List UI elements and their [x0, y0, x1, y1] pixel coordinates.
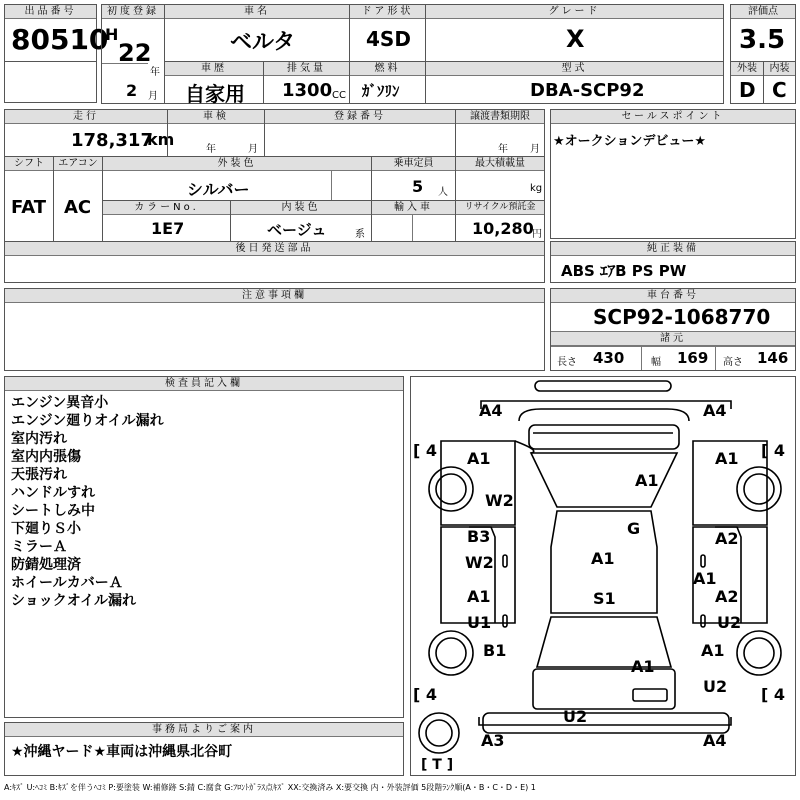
damage-mark: A4	[479, 401, 503, 420]
width-value: 169	[677, 349, 709, 367]
max-load-cell	[455, 156, 545, 201]
office-label: 事務局よりご案内	[5, 723, 403, 737]
inspector-line: 室内汚れ	[11, 431, 67, 447]
inspector-line: 防錆処理済	[11, 557, 81, 573]
model-cell	[425, 61, 724, 104]
damage-mark: A4	[703, 731, 727, 750]
damage-mark: W2	[465, 553, 494, 572]
aircon-value: AC	[64, 197, 92, 218]
inspector-line: ミラーＡ	[11, 539, 67, 555]
sales-point-value: ★オークションデビュー★	[553, 134, 707, 149]
max-load-unit: kg	[530, 183, 543, 194]
chassis-value: SCP92-1068770	[593, 305, 771, 329]
later-parts-label: 後日発送部品	[5, 242, 544, 256]
import-cell	[371, 200, 456, 242]
import-label: 輸入車	[372, 201, 455, 215]
damage-mark: [ T ]	[421, 757, 454, 773]
damage-mark: A2	[715, 587, 739, 606]
inspector-line: ホイールカバーＡ	[11, 575, 123, 591]
mileage-unit: km	[147, 130, 175, 149]
fuel-value: ｶﾞｿﾘﾝ	[362, 82, 400, 100]
lot-blank-cell	[4, 61, 97, 103]
car-name-value: ベルタ	[230, 30, 296, 55]
displacement-cell	[263, 61, 350, 104]
inspector-line: シートしみ中	[11, 503, 95, 519]
fuel-cell	[349, 61, 426, 104]
inspector-label: 検査員記入欄	[5, 377, 403, 391]
shift-value: FAT	[11, 197, 47, 218]
recycle-fee-label: リサイクル預託金	[456, 201, 544, 215]
damage-mark: A1	[693, 569, 717, 588]
mileage-value: 178,317	[71, 130, 153, 151]
door-cell	[349, 4, 426, 62]
model-value: DBA-SCP92	[530, 80, 645, 101]
inspector-line: エンジン廻りオイル漏れ	[11, 413, 164, 429]
damage-mark: A2	[715, 529, 739, 548]
car-outline	[411, 377, 797, 777]
damage-mark: U1	[467, 613, 492, 632]
color-number-cell	[102, 200, 231, 242]
damage-mark: B1	[483, 641, 507, 660]
aircon-label: エアコン	[54, 157, 102, 171]
score-value: 3.5	[739, 25, 786, 55]
capacity-cell	[371, 156, 456, 201]
registration-number-cell	[264, 109, 456, 157]
first-registration-month: 2	[126, 81, 138, 100]
lot-number-label: 出品番号	[5, 5, 96, 19]
damage-mark: S1	[593, 589, 616, 608]
score-cell	[730, 4, 796, 62]
interior-grade-value: C	[772, 78, 787, 102]
chassis-cell	[550, 288, 796, 371]
lot-number-value: 80510	[11, 23, 109, 56]
damage-mark: A1	[701, 641, 725, 660]
office-value: ★沖縄ヤード★車両は沖縄県北谷町	[11, 744, 233, 760]
recycle-fee-unit: 円	[532, 229, 542, 240]
damage-mark: U2	[563, 707, 588, 726]
aircon-cell	[53, 156, 103, 242]
capacity-unit: 人	[438, 187, 448, 198]
grade-value: X	[566, 25, 585, 53]
damage-mark: G	[627, 519, 641, 538]
shaken-year-unit: 年	[206, 144, 216, 155]
interior-color-unit: 系	[355, 229, 365, 240]
transfer-deadline-cell	[455, 109, 545, 157]
first-registration-year-unit: 年	[150, 67, 160, 78]
chassis-label: 車台番号	[551, 289, 795, 303]
inspector-line: 天張汚れ	[11, 467, 67, 483]
displacement-label: 排気量	[264, 62, 349, 76]
sales-point-cell	[550, 109, 796, 239]
damage-mark: A1	[715, 449, 739, 468]
model-label: 型式	[426, 62, 723, 76]
inspector-cell	[4, 376, 404, 718]
recycle-fee-value: 10,280	[472, 219, 534, 238]
interior-color-cell	[230, 200, 372, 242]
length-label: 長さ	[557, 357, 577, 368]
damage-mark: A3	[481, 731, 505, 750]
transfer-year-unit: 年	[498, 144, 508, 155]
damage-mark: A1	[467, 449, 491, 468]
inspector-line: ハンドルすれ	[11, 485, 95, 501]
notes-cell	[4, 288, 545, 371]
color-number-label: カラーNo.	[103, 201, 230, 215]
door-value: 4SD	[366, 27, 411, 51]
shaken-cell	[167, 109, 265, 157]
fuel-label: 燃料	[350, 62, 425, 76]
max-load-label: 最大積載量	[456, 157, 544, 171]
sales-point-label: セールスポイント	[551, 110, 795, 124]
exterior-grade-cell	[730, 61, 764, 104]
score-label: 評価点	[731, 5, 795, 19]
damage-mark: W2	[485, 491, 514, 510]
grade-label: グレード	[426, 5, 723, 19]
first-registration-era: H	[105, 25, 119, 44]
damage-mark: U2	[703, 677, 728, 696]
color-number-value: 1E7	[151, 219, 185, 238]
first-registration-month-unit: 月	[148, 91, 158, 102]
history-cell	[164, 61, 264, 104]
exterior-grade-value: D	[739, 78, 756, 102]
shift-cell	[4, 156, 54, 242]
first-registration-label: 初度登録	[102, 5, 164, 19]
transfer-deadline-label: 譲渡書類期限	[456, 110, 544, 124]
damage-mark: A4	[703, 401, 727, 420]
later-parts-cell	[4, 241, 545, 283]
height-label: 高さ	[723, 357, 743, 368]
height-value: 146	[757, 349, 789, 367]
inspector-line: 室内内張傷	[11, 449, 81, 465]
length-value: 430	[593, 349, 625, 367]
damage-mark: [ 4	[761, 685, 786, 704]
equipment-cell	[550, 241, 796, 283]
capacity-value: 5	[412, 177, 424, 196]
shaken-month-unit: 月	[248, 144, 258, 155]
exterior-color-label: 外装色	[103, 157, 371, 171]
first-registration-year: 22	[118, 39, 152, 67]
history-value: 自家用	[185, 82, 245, 106]
car-diagram	[410, 376, 796, 776]
damage-mark: A1	[591, 549, 615, 568]
transfer-month-unit: 月	[530, 144, 540, 155]
mileage-label: 走行	[5, 110, 167, 124]
registration-number-label: 登録番号	[265, 110, 455, 124]
car-name-label: 車名	[165, 5, 349, 19]
exterior-grade-label: 外装	[731, 62, 763, 76]
lot-number-cell	[4, 4, 109, 62]
displacement-unit: CC	[332, 90, 346, 101]
mileage-cell	[4, 109, 175, 157]
displacement-value: 1300	[282, 80, 333, 101]
grade-cell	[425, 4, 724, 62]
damage-mark: A1	[467, 587, 491, 606]
interior-grade-label: 内装	[764, 62, 795, 76]
shift-label: シフト	[5, 157, 53, 171]
capacity-label: 乗車定員	[372, 157, 455, 171]
legend: A:ｷｽﾞ U:ﾍｺﾐ B:ｷｽﾞを伴うﾍｺﾐ P:要塗装 W:補修跡 S:錆 C:腐食 G:ﾌﾛﾝﾄｶﾞﾗｽ点ｷｽﾞ XX:交換済み X:要交換 内・外装評価 5段階ﾗﾝｸ順(A・B・C・D・E) 1	[4, 783, 536, 792]
damage-mark: [ 4	[413, 441, 438, 460]
inspector-line: ショックオイル漏れ	[11, 593, 137, 609]
recycle-fee-cell	[455, 200, 545, 242]
damage-mark: U2	[717, 613, 742, 632]
damage-mark: A1	[631, 657, 655, 676]
inspector-line: 下廻りＳ小	[11, 521, 81, 537]
interior-grade-cell	[763, 61, 796, 104]
notes-label: 注意事項欄	[5, 289, 544, 303]
damage-mark: [ 4	[413, 685, 438, 704]
damage-mark: B3	[467, 527, 491, 546]
damage-mark: A1	[635, 471, 659, 490]
car-name-cell	[164, 4, 350, 62]
interior-color-value: ベージュ	[267, 221, 327, 239]
shaken-label: 車検	[168, 110, 264, 124]
damage-mark: [ 4	[761, 441, 786, 460]
office-cell	[4, 722, 404, 776]
inspector-line: エンジン異音小	[11, 395, 109, 411]
equipment-label: 純正装備	[551, 242, 795, 256]
history-label: 車歴	[165, 62, 263, 76]
specs-label: 諸元	[551, 332, 795, 346]
interior-color-label: 内装色	[231, 201, 371, 215]
width-label: 幅	[651, 357, 661, 368]
equipment-value: ABS ｴｱB PS PW	[561, 262, 687, 280]
door-label: ドア形状	[350, 5, 425, 19]
exterior-color-value: シルバー	[187, 180, 250, 199]
exterior-color-cell	[102, 156, 372, 201]
first-registration-cell	[101, 4, 165, 104]
